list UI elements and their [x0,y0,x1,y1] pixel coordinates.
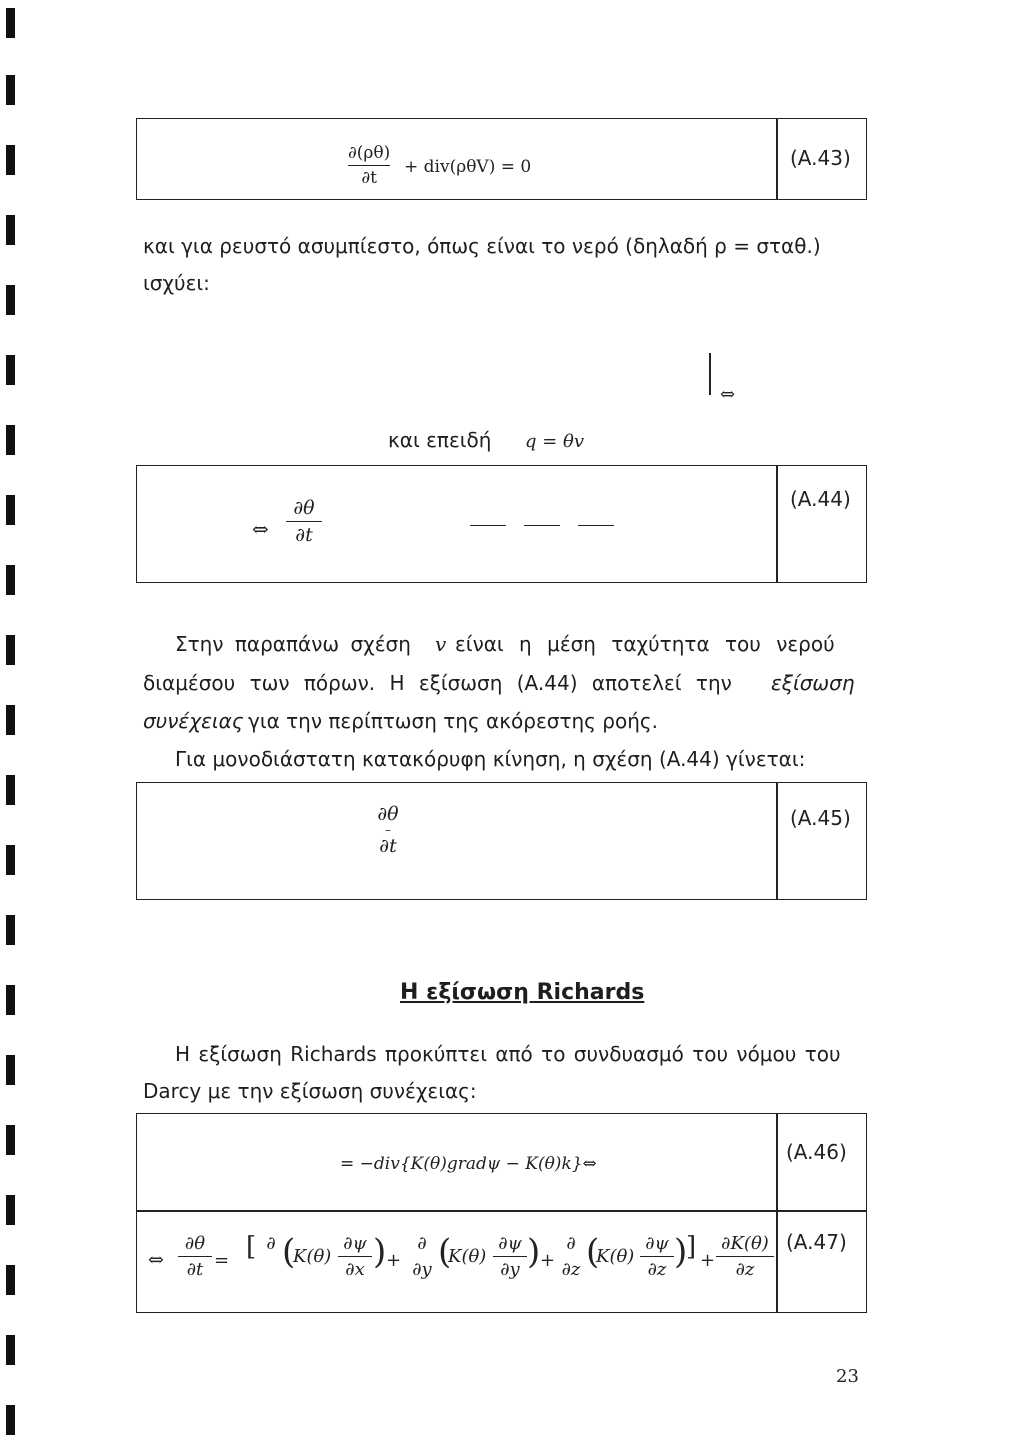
equation-box-a46-a47 [136,1113,867,1313]
page-number: 23 [836,1366,859,1387]
para2-line2a: διαμέσου των πόρων. Η εξίσωση (A.44) αποτελεί την [143,671,732,695]
eq47-t1-paren-close: ) [373,1232,387,1272]
eq47-t2-fraction [493,1233,527,1280]
eq47-t2-num: ∂ψ [498,1233,522,1254]
eq47-t1-outer [260,1233,282,1276]
eq46-math: = −div{K(θ)gradψ − K(θ)k}⇔ [340,1154,597,1174]
eq47-bracket-open: [ [246,1232,257,1262]
eq47-t3-paren-close: ) [674,1232,688,1272]
eq47-last-num: ∂K(θ) [721,1233,769,1254]
since-text: και επειδή [388,428,492,452]
eq47-t3-num: ∂ψ [645,1233,669,1254]
equation-box-a43-divider [776,118,778,200]
eq47-t3-outer-den: ∂z [561,1259,581,1281]
equation-box-a45 [136,782,867,900]
eq47-arrow-icon: ⇔ [148,1249,164,1271]
eq47-plus-3: + [700,1250,716,1271]
eq47-t3-outer [558,1233,584,1280]
para2-line1b: είναι η μέση ταχύτητα του νερού [455,632,835,656]
eq47-last-fraction [716,1233,774,1280]
para3-line1: Η εξίσωση Richards προκύπτει από το συνδυασμό του νόμου του [175,1042,841,1066]
eq44-blank-1 [470,525,506,526]
eq47-t1-paren-open: ( [282,1232,296,1272]
arrow-icon: ⇔ [720,384,736,405]
eq47-t1-fraction [338,1233,372,1280]
eq44-arrow-icon: ⇔ [252,517,269,541]
para2-line1a: Στην παραπάνω σχέση [175,632,411,656]
eq44-fraction [286,497,322,546]
eq44-blank-2 [524,525,560,526]
eq45-numerator: ∂θ [377,803,399,825]
eq44-denominator: ∂t [295,524,313,547]
para2-v-symbol: v [435,632,447,656]
eq47-equals: = [214,1250,230,1271]
text1-line2: ισχύει: [143,271,210,295]
eq47-t1-inner: K(θ) [293,1246,332,1267]
eq47-t2-den: ∂y [500,1259,520,1281]
equation-box-a46-separator [136,1210,867,1212]
eq47-bracket-close: ] [686,1232,697,1262]
eq47-t3-outer-num: ∂ [566,1233,576,1254]
eq47-t3-inner: K(θ) [596,1246,635,1267]
section-heading: Η εξίσωση Richards [400,980,645,1005]
eq47-t2-paren-close: ) [527,1232,541,1272]
eq47-label: (A.47) [786,1230,847,1254]
eq43-denominator: ∂t [361,168,377,189]
stray-vertical-tick [709,353,711,395]
eq47-t1-num: ∂ψ [343,1233,367,1254]
eq43-fraction [348,143,390,188]
eq44-numerator: ∂θ [293,497,315,519]
eq45-dash: – [385,823,391,837]
eq45-denominator: ∂t [379,835,397,857]
eq47-t3-den: ∂z [647,1259,667,1281]
eq47-plus-1: + [386,1250,402,1271]
eq46-label: (A.46) [786,1140,847,1164]
eq45-fraction [369,803,407,857]
equation-box-a44-divider [776,465,778,583]
eq47-t3-fraction [640,1233,674,1280]
eq47-lhs-num: ∂θ [184,1233,206,1254]
eq43-numerator: ∂(ρθ) [348,143,391,163]
eq47-lhs-den: ∂t [186,1259,204,1281]
para2-line3b: για την περίπτωση της ακόρεστης ροής. [248,709,658,733]
para3-line2: Darcy με την εξίσωση συνέχειας: [143,1079,477,1103]
para2-line4: Για μονοδιάστατη κατακόρυφη κίνηση, η σχέση (A.44) γίνεται: [175,747,806,771]
eq43-rest: + div(ρθV) = 0 [404,157,532,177]
eq45-label: (A.45) [790,806,851,830]
eq47-plus-2: + [540,1250,556,1271]
eq43-label: (A.43) [790,146,851,170]
eq47-t2-outer [408,1233,436,1280]
para2-line2b: εξίσωση [771,671,855,695]
eq44-blank-3 [578,525,614,526]
equation-box-a45-divider [776,782,778,900]
eq47-last-den: ∂z [735,1259,755,1281]
para2-line3a: συνέχειας [143,709,244,733]
text1-line1: και για ρευστό ασυμπίεστο, όπως είναι το νερό (δηλαδή ρ = σταθ.) [143,234,821,258]
since-math: q = θv [525,431,585,452]
eq47-t2-paren-open: ( [438,1232,452,1272]
eq47-t2-outer-den: ∂y [412,1259,432,1281]
eq47-t2-inner: K(θ) [448,1246,487,1267]
eq47-lhs-fraction [178,1233,212,1280]
equation-box-a46-divider [776,1113,778,1313]
eq47-t1-outer-num: ∂ [266,1233,276,1254]
eq47-t2-outer-num: ∂ [417,1233,427,1254]
equation-box-a44 [136,465,867,583]
eq47-t3-paren-open: ( [586,1232,600,1272]
eq47-t1-den: ∂x [345,1259,365,1281]
eq44-label: (A.44) [790,487,851,511]
